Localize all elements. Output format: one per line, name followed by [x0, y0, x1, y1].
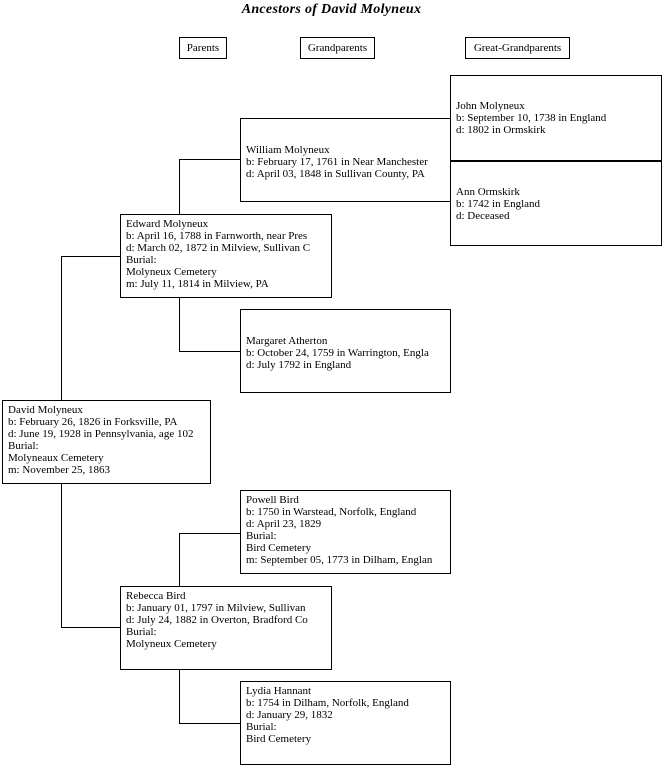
person-name: David Molyneux	[8, 404, 83, 416]
person-box-margaret	[240, 309, 451, 393]
person-name: Rebecca Bird	[126, 590, 186, 602]
person-box-edward	[120, 214, 332, 298]
connector-line	[61, 484, 62, 628]
person-detail: Bird Cemetery	[246, 733, 312, 745]
person-detail: b: 1754 in Dilham, Norfolk, England	[246, 697, 409, 709]
person-name: Edward Molyneux	[126, 218, 209, 230]
person-detail: d: April 03, 1848 in Sullivan County, PA	[246, 168, 425, 180]
person-detail: d: March 02, 1872 in Milview, Sullivan C	[126, 242, 311, 254]
person-detail: d: July 1792 in England	[246, 359, 352, 371]
header-grandparents: Grandparents	[300, 37, 375, 59]
person-name: William Molyneux	[246, 144, 330, 156]
person-detail: m: September 05, 1773 in Dilham, Englan	[246, 554, 433, 566]
person-detail: m: July 11, 1814 in Milview, PA	[126, 278, 269, 290]
person-detail: Bird Cemetery	[246, 542, 312, 554]
person-detail: b: October 24, 1759 in Warrington, Engla	[246, 347, 429, 359]
person-name: Powell Bird	[246, 494, 299, 506]
chart-title: Ancestors of David Molyneux	[241, 2, 422, 17]
person-detail: Burial:	[8, 440, 39, 452]
header-great-grandparents: Great-Grandparents	[465, 37, 570, 59]
person-box-powell	[240, 490, 451, 574]
person-box-lydia	[240, 681, 451, 765]
person-detail: b: 1742 in England	[456, 198, 541, 210]
person-detail: d: January 29, 1832	[246, 709, 333, 721]
connector-line	[179, 159, 240, 160]
person-detail: d: June 19, 1928 in Pennsylvania, age 102	[8, 428, 194, 440]
person-detail: d: 1802 in Ormskirk	[456, 124, 546, 136]
person-name: Ann Ormskirk	[456, 186, 520, 198]
connector-line	[179, 533, 240, 534]
connector-line	[61, 256, 120, 257]
person-detail: Molyneaux Cemetery	[8, 452, 104, 464]
person-detail: Burial:	[126, 626, 157, 638]
connector-line	[179, 723, 240, 724]
connector-line	[179, 351, 240, 352]
connector-line	[179, 533, 180, 586]
person-detail: d: Deceased	[456, 210, 510, 222]
person-detail: b: 1750 in Warstead, Norfolk, England	[246, 506, 417, 518]
person-name: Margaret Atherton	[246, 335, 328, 347]
person-detail: b: February 26, 1826 in Forksville, PA	[8, 416, 178, 428]
person-box-david	[2, 400, 211, 484]
connector-line	[179, 159, 180, 214]
person-box-rebecca	[120, 586, 332, 670]
person-detail: Molyneux Cemetery	[126, 266, 217, 278]
person-detail: b: September 10, 1738 in England	[456, 112, 607, 124]
person-detail: Burial:	[246, 721, 277, 733]
person-detail: m: November 25, 1863	[8, 464, 111, 476]
connector-line	[179, 298, 180, 351]
connector-line	[61, 256, 62, 400]
connector-line	[179, 670, 180, 723]
person-detail: d: July 24, 1882 in Overton, Bradford Co	[126, 614, 308, 626]
person-box-ann	[450, 161, 662, 246]
person-name: Lydia Hannant	[246, 685, 312, 697]
person-detail: b: April 16, 1788 in Farnworth, near Pres	[126, 230, 308, 242]
person-detail: Burial:	[246, 530, 277, 542]
person-name: John Molyneux	[456, 100, 525, 112]
person-detail: d: April 23, 1829	[246, 518, 322, 530]
header-parents: Parents	[179, 37, 227, 59]
person-detail: Molyneux Cemetery	[126, 638, 217, 650]
connector-line	[61, 627, 120, 628]
person-detail: b: February 17, 1761 in Near Manchester	[246, 156, 428, 168]
person-box-william	[240, 118, 451, 202]
person-detail: b: January 01, 1797 in Milview, Sullivan	[126, 602, 306, 614]
person-detail: Burial:	[126, 254, 157, 266]
person-box-john	[450, 75, 662, 161]
